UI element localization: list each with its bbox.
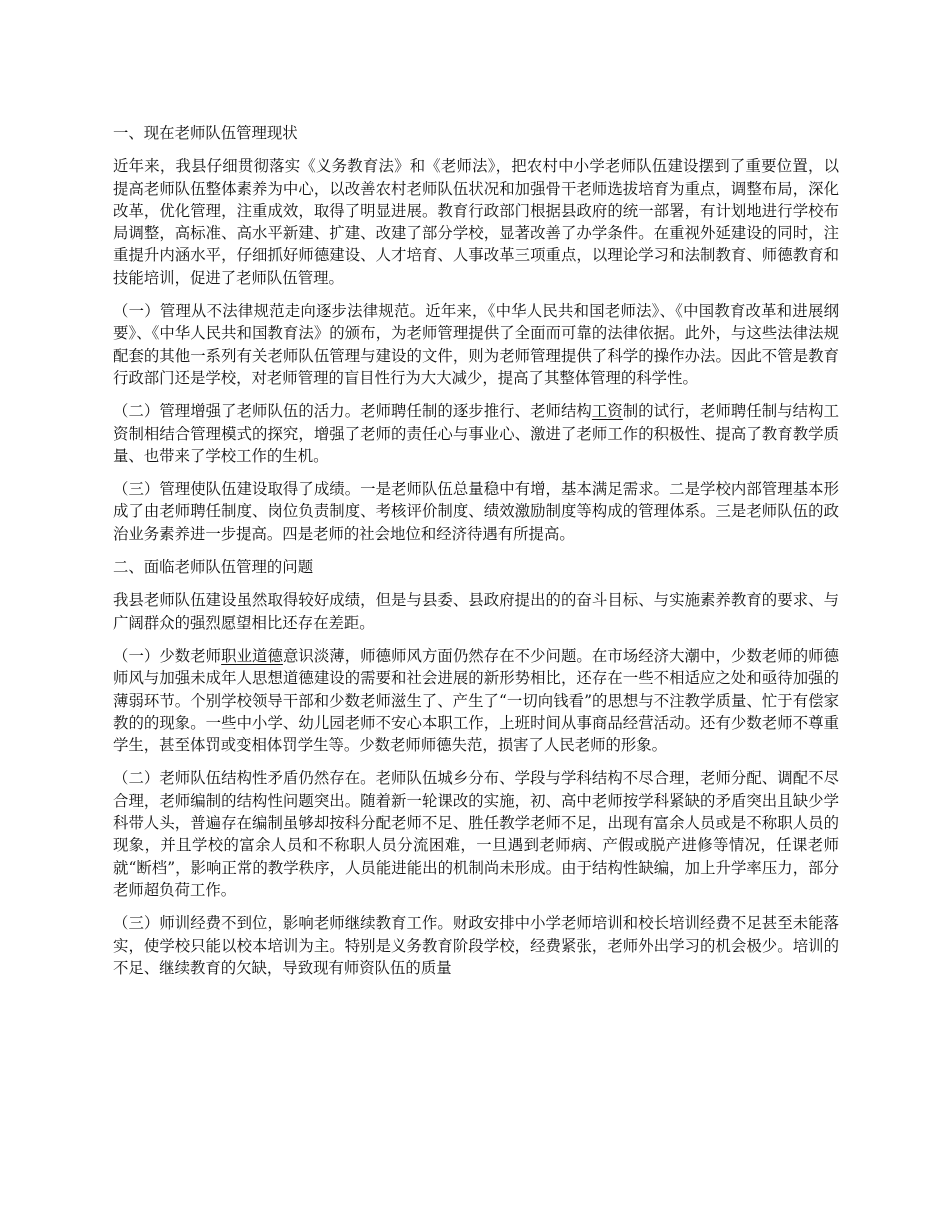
document-body <box>113 122 839 990</box>
wage-link[interactable]: 工资 <box>591 402 623 421</box>
section1-point2-text-after: 制的试行，老师聘任制与结构工资制相结合管理模式的探究，增强了老师的责任心与事业心、激进了老师工作的积极性、提高了教育教学质量、也带来了学校工作的生机。 <box>113 402 839 465</box>
professional-ethics-link[interactable]: 职业道德 <box>221 646 283 665</box>
section1-heading: 一、现在老师队伍管理现状 <box>113 124 298 142</box>
section2-point3-paragraph: （三）师训经费不到位，影响老师继续教育工作。财政安排中小学老师培训和校长培训经费不足甚至未能落实，使学校只能以校本培训为主。特别是义务教育阶段学校，经费紧张，老师外出学习的机会极少。培训的不足、继续教育的欠缺，导致现有师资队伍的质量 <box>113 914 839 977</box>
section2-point1-paragraph <box>113 645 839 756</box>
section2-intro-paragraph: 我县老师队伍建设虽然取得较好成绩，但是与县委、县政府提出的的奋斗目标、与实施素养教育的要求、与广阔群众的强烈愿望相比还存在差距。 <box>113 591 839 632</box>
section2-point1-text-after: 意识淡薄，师德师风方面仍然存在不少问题。在市场经济大潮中，少数老师的师德师风与加强未成年人思想道德建设的需要和社会进展的新形势相比，还存在一些不相适应之处和亟待加强的薄弱环节。个别学校领导干部和少数老师滋生了、产生了“一切向钱看”的思想与不注教学质量、忙于有偿家教的的现象。一些中小学、幼儿园老师不安心本职工作，上班时间从事商品经营活动。还有少数老师不尊重学生，甚至体罚或变相体罚学生等。少数老师师德失范，损害了人民老师的形象。 <box>113 646 839 755</box>
section2-point2-paragraph: （二）老师队伍结构性矛盾仍然存在。老师队伍城乡分布、学段与学科结构不尽合理，老师分配、调配不尽合理，老师编制的结构性问题突出。随着新一轮课改的实施，初、高中老师按学科紧缺的矛盾突出且缺少学科带人头，普遍存在编制虽够却按科分配老师不足、胜任教学老师不足，出现有富余人员或是不称职人员的现象，并且学校的富余人员和不称职人员分流困难，一旦遇到老师病、产假或脱产进修等情况，任课老师就“断档”，影响正常的教学秩序，人员能进能出的机制尚未形成。由于结构性缺编，加上升学率压力，部分老师超负荷工作。 <box>113 769 839 899</box>
section2-heading: 二、面临老师队伍管理的问题 <box>113 558 314 577</box>
section1-point2-paragraph <box>113 400 839 467</box>
section1-point2-text-before: （二）管理增强了老师队伍的活力。老师聘任制的逐步推行、老师结构 <box>113 402 592 421</box>
section1-point1-paragraph: （一）管理从不法律规范走向逐步法律规范。近年来，《中华人民共和国老师法》、《中国教育改革和进展纲要》、《中华人民共和国教育法》的颁布，为老师管理提供了全面而可靠的法律依据。此外，与这些法律法规配套的其他一系列有关老师队伍管理与建设的文件，则为老师管理提供了科学的操作办法。因此不管是教育行政部门还是学校，对老师管理的盲目性行为大大减少，提高了其整体管理的科学性。 <box>113 302 839 387</box>
section1-intro-paragraph: 近年来，我县仔细贯彻落实《义务教育法》和《老师法》，把农村中小学老师队伍建设摆到了重要位置，以提高老师队伍整体素养为中心，以改善农村老师队伍状况和加强骨干老师选拔培育为重点，调整布局，深化改革，优化管理，注重成效，取得了明显进展。教育行政部门根据县政府的统一部署，有计划地进行学校布局调整，高标准、高水平新建、扩建、改建了部分学校，显著改善了办学条件。在重视外延建设的同时，注重提升内涵水平，仔细抓好师德建设、人才培育、人事改革三项重点，以理论学习和法制教育、师德教育和技能培训，促进了老师队伍管理。 <box>113 157 839 287</box>
section2-point1-text-before: （一）少数老师 <box>113 646 222 665</box>
section1-point3-paragraph: （三）管理使队伍建设取得了成绩。一是老师队伍总量稳中有增，基本满足需求。二是学校内部管理基本形成了由老师聘任制度、岗位负责制度、考核评价制度、绩效激励制度等构成的管理体系。三是老师队伍的政治业务素养进一步提高。四是老师的社会地位和经济待遇有所提高。 <box>113 480 839 543</box>
